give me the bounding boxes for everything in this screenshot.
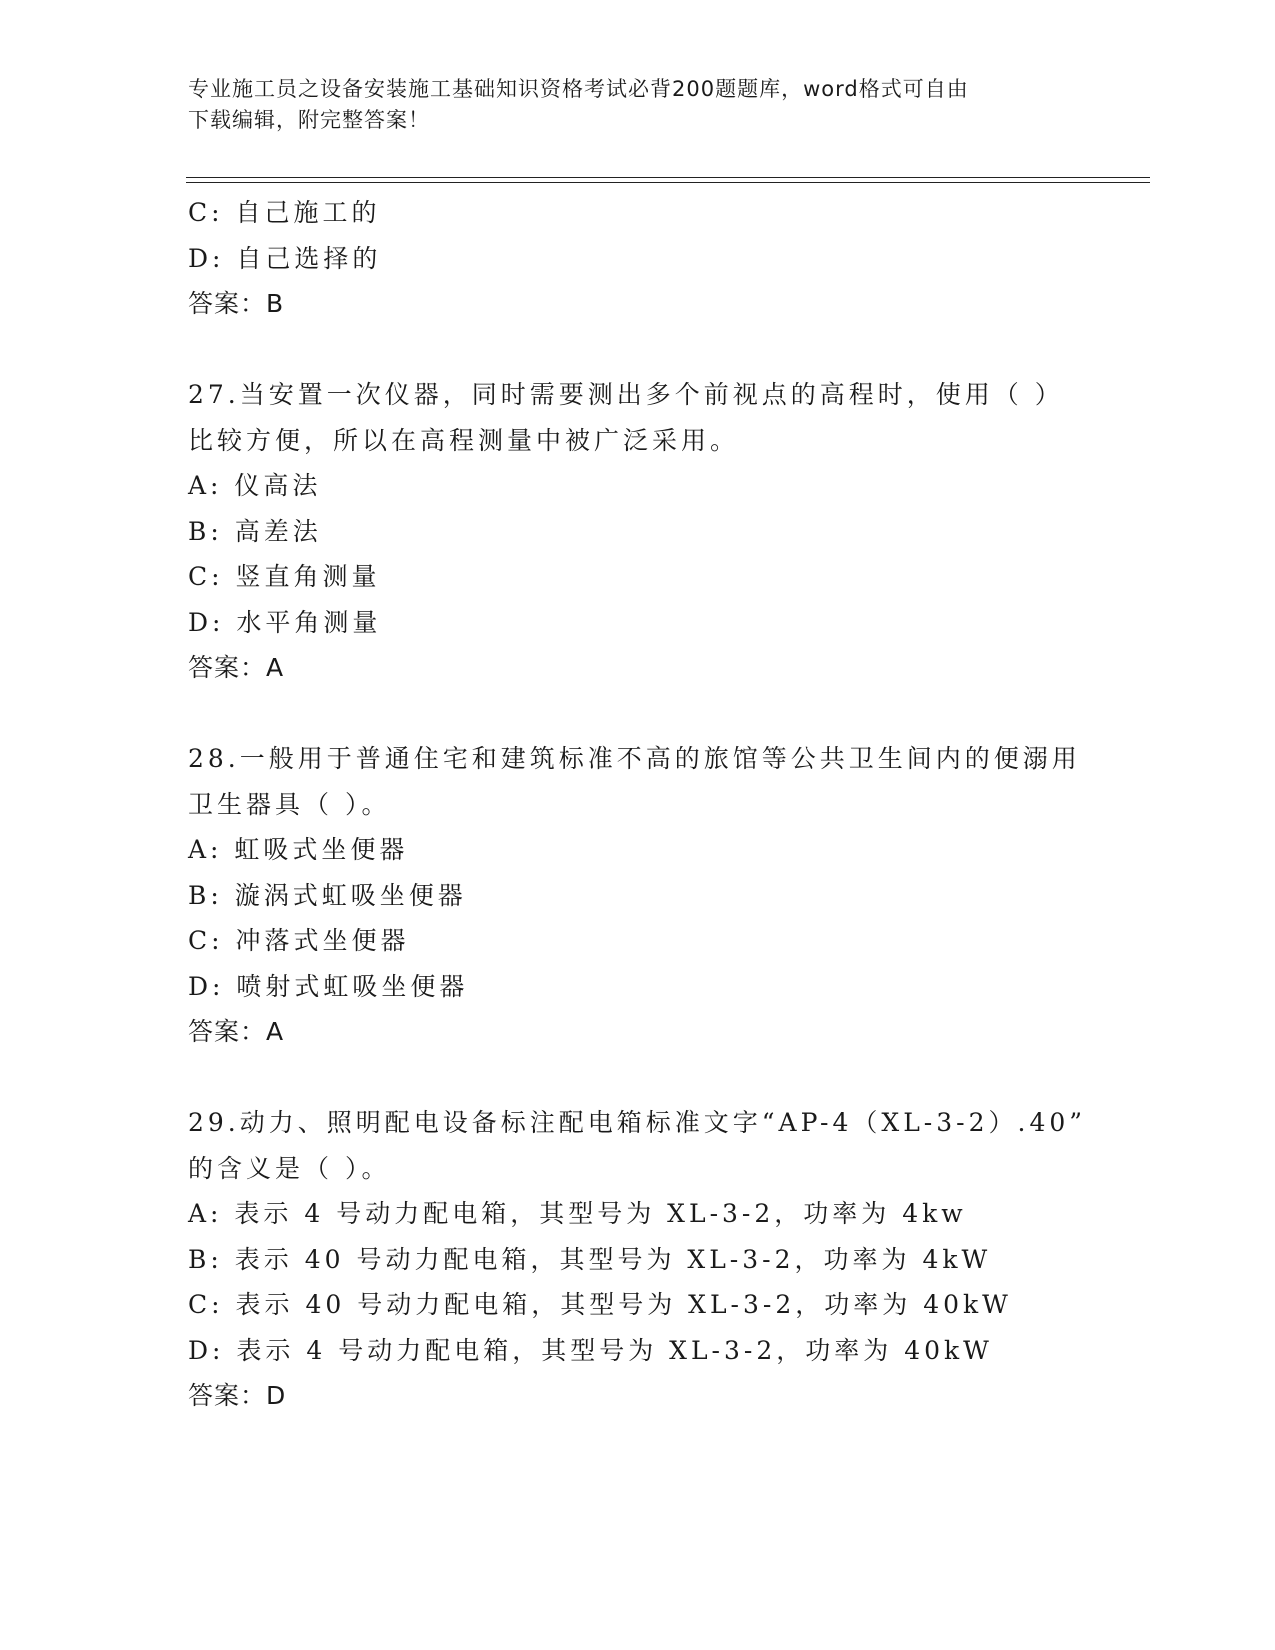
question-27 bbox=[188, 372, 1088, 691]
option-c: C: 竖直角测量 bbox=[188, 562, 381, 591]
prev-question bbox=[188, 190, 1088, 327]
answer-line: 答案：D bbox=[188, 1381, 287, 1410]
header-line-1: 专业施工员之设备安装施工基础知识资格考试必背200题题库，word格式可自由 bbox=[188, 77, 969, 101]
answer-line: 答案：A bbox=[188, 653, 285, 682]
option-b: B: 表示 40 号动力配电箱，其型号为 XL-3-2，功率为 4kW bbox=[188, 1244, 992, 1274]
option-c: C: 表示 40 号动力配电箱，其型号为 XL-3-2，功率为 40kW bbox=[188, 1290, 1012, 1319]
question-stem-line: 的含义是（ ）。 bbox=[188, 1153, 391, 1183]
question-stem-line: 28.一般用于普通住宅和建筑标准不高的旅馆等公共卫生间内的便溺用 bbox=[188, 744, 1081, 773]
question-stem-line: 29.动力、照明配电设备标注配电箱标准文字“AP-4（XL-3-2）.40” bbox=[188, 1108, 1087, 1137]
answer-line: 答案：A bbox=[188, 1017, 285, 1046]
header-divider-bottom bbox=[186, 182, 1150, 183]
option-c: C: 冲落式坐便器 bbox=[188, 926, 410, 955]
question-stem-line: 卫生器具（ ）。 bbox=[188, 789, 391, 819]
question-stem-line: 比较方便，所以在高程测量中被广泛采用。 bbox=[188, 425, 740, 455]
spacer bbox=[188, 327, 1088, 373]
spacer bbox=[188, 691, 1088, 737]
option-b: B: 高差法 bbox=[188, 516, 322, 546]
question-29 bbox=[188, 1100, 1088, 1419]
option-d: D: 表示 4 号动力配电箱，其型号为 XL-3-2，功率为 40kW bbox=[188, 1335, 993, 1365]
header-divider-top bbox=[186, 177, 1150, 178]
question-stem-line: 27.当安置一次仪器，同时需要测出多个前视点的高程时，使用（ ） bbox=[188, 380, 1064, 409]
option-c: C: 自己施工的 bbox=[188, 198, 381, 227]
answer-line: 答案：B bbox=[188, 289, 285, 318]
option-a: A: 仪高法 bbox=[188, 471, 322, 500]
option-a: A: 表示 4 号动力配电箱，其型号为 XL-3-2，功率为 4kw bbox=[188, 1199, 967, 1228]
option-b: B: 漩涡式虹吸坐便器 bbox=[188, 880, 467, 910]
question-content bbox=[188, 190, 1088, 1419]
header-line-2: 下载编辑，附完整答案！ bbox=[188, 108, 430, 132]
option-d: D: 自己选择的 bbox=[188, 243, 382, 273]
option-d: D: 喷射式虹吸坐便器 bbox=[188, 971, 469, 1001]
option-d: D: 水平角测量 bbox=[188, 607, 382, 637]
spacer bbox=[188, 1055, 1088, 1101]
question-28 bbox=[188, 736, 1088, 1055]
document-header bbox=[188, 74, 1068, 136]
option-a: A: 虹吸式坐便器 bbox=[188, 835, 409, 864]
